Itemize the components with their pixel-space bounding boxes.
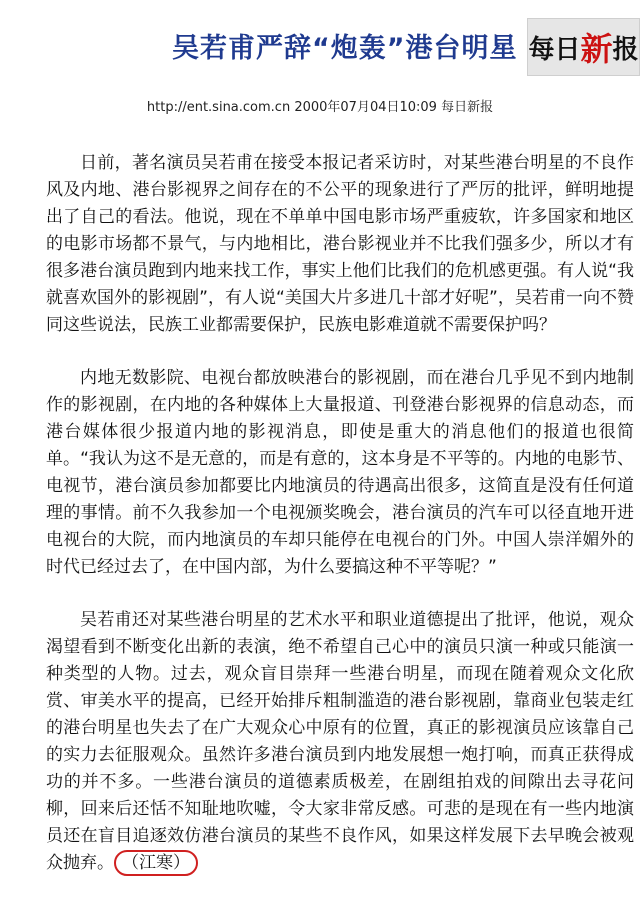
paragraph: 日前，著名演员吴若甫在接受本报记者采访时，对某些港台明星的不良作风及内地、港台影视界之间存在的不公平的现象进行了严厉的批评，鲜明地提出了自己的看法。他说，现在不单单中国电影市场严重疲软，许多国家和地区的电影市场都不景气，与内地相比，港台影视业并不比我们强多少，所以才有很多港台演员跑到内地来找工作，事实上他们比我们的危机感更强。有人说“我就喜欢国外的影视剧”，有人说“美国大片多进几十部才好呢”，吴若甫一向不赞同这些说法，民族工业都需要保护，民族电影难道就不需要保护吗？	[46, 153, 634, 335]
paragraph: 内地无数影院、电视台都放映港台的影视剧，而在港台几乎见不到内地制作的影视剧，在内地的各种媒体上大量报道、刊登港台影视界的信息动态，而港台媒体很少报道内地的影视消息，即使是重大的消息他们的报道也很简单。“我认为这不是无意的，而是有意的，这本身是不平等的。内地的电影节、电视节，港台演员参加都要比内地演员的待遇高出很多，这简直是没有任何道理的事情。前不久我参加一个电视颁奖晚会，港台演员的汽车可以径直地开进电视台的大院，而内地演员的车却只能停在电视台的门外。中国人崇洋媚外的时代已经过去了，在中国内部，为什么要搞这种不平等呢？”	[46, 368, 634, 577]
source-line: http://ent.sina.com.cn 2000年07月04日10:09 每日新报	[146, 100, 494, 115]
paragraph-text: 吴若甫还对某些港台明星的艺术水平和职业道德提出了批评，他说，观众渴望看到不断变化出新的表演，绝不希望自己心中的演员只演一种或只能演一种类型的人物。过去，观众盲目崇拜一些港台明星，而现在随着观众文化欣赏、审美水平的提高，已经开始排斥粗制滥造的港台影视剧，靠商业包装走红的港台明星也失去了在广大观众心中原有的位置，真正的影视演员应该靠自己的实力去征服观众。虽然许多港台演员到内地发展想一炮打响，而真正获得成功的并不多。一些港台演员的道德素质极差，在剧组拍戏的间隙出去寻花问柳，回来后还恬不知耻地吹嘘，令大家非常反感。可悲的是现在有一些内地演员还在盲目追逐效仿港台演员的某些不良作风，如果这样发展下去早晚会被观众抛弃。	[46, 610, 634, 873]
article-title: 吴若甫严辞“炮轰”港台明星	[172, 33, 518, 64]
logo-text-part: 新	[580, 30, 613, 68]
logo-text-part: 报	[612, 34, 639, 65]
article-body	[46, 150, 634, 903]
logo-text-part: 每日	[528, 34, 581, 65]
author-byline: （江寒）	[114, 850, 198, 876]
newspaper-logo	[527, 18, 640, 76]
paragraph	[46, 607, 634, 877]
article-header	[0, 0, 640, 84]
